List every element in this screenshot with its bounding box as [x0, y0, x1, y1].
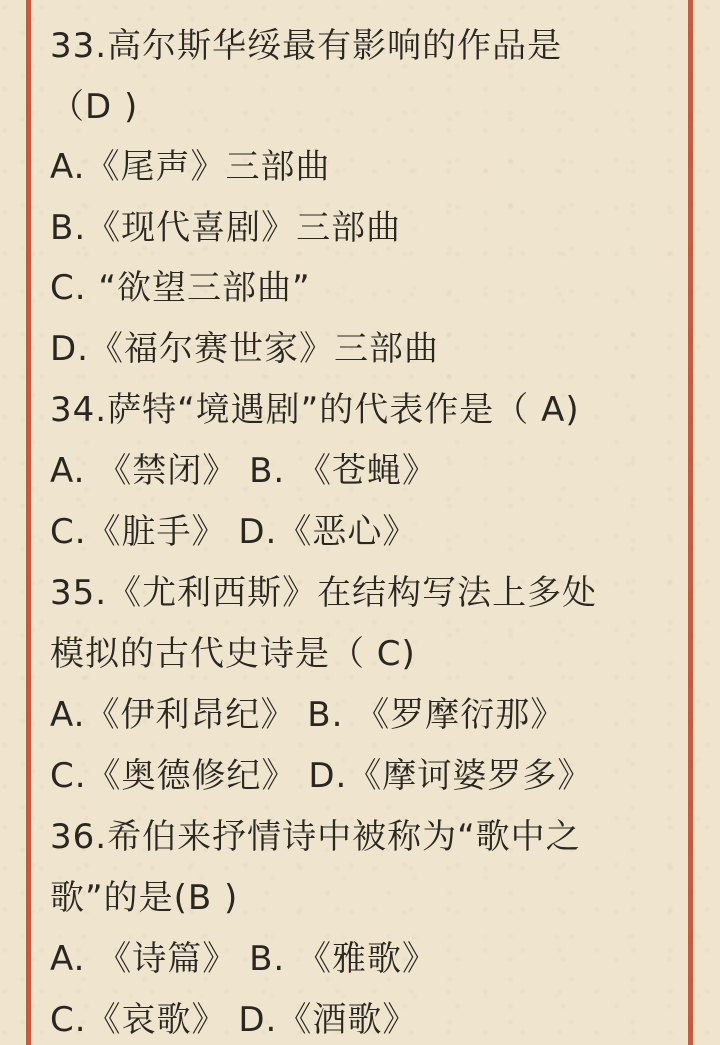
question-33-option-a: A.《尾声》三部曲: [50, 147, 331, 187]
question-35-options-ab: A.《伊利昂纪》 B. 《罗摩衍那》: [50, 695, 566, 735]
question-33-option-c: C. “欲望三部曲”: [50, 268, 311, 308]
question-35-text-line-2: 模拟的古代史诗是（ C): [50, 634, 416, 674]
question-36-options-ab: A. 《诗篇》 B. 《雅歌》: [50, 939, 438, 979]
question-33-text: 33.高尔斯华绥最有影响的作品是: [50, 26, 563, 66]
question-36-text-line-1: 36.希伯来抒情诗中被称为“歌中之: [50, 817, 581, 857]
right-border-line: [688, 0, 693, 1045]
question-36-text-line-2: 歌”的是(B ): [50, 878, 239, 918]
question-33-answer: （D ): [50, 87, 139, 127]
question-34-options-ab: A. 《禁闭》 B. 《苍蝇》: [50, 451, 438, 491]
question-34-text: 34.萨特“境遇剧”的代表作是（ A): [50, 390, 580, 430]
question-33-option-b: B.《现代喜剧》三部曲: [50, 208, 402, 248]
question-35-text-line-1: 35.《尤利西斯》在结构写法上多处: [50, 573, 598, 613]
question-35-options-cd: C.《奥德修纪》 D.《摩诃婆罗多》: [50, 756, 593, 796]
question-33-option-d: D.《福尔赛世家》三部曲: [50, 329, 439, 369]
question-34-options-cd: C.《脏手》 D.《恶心》: [50, 512, 418, 552]
question-36-options-cd: C.《哀歌》 D.《酒歌》: [50, 1000, 418, 1040]
left-border-line: [26, 0, 31, 1045]
